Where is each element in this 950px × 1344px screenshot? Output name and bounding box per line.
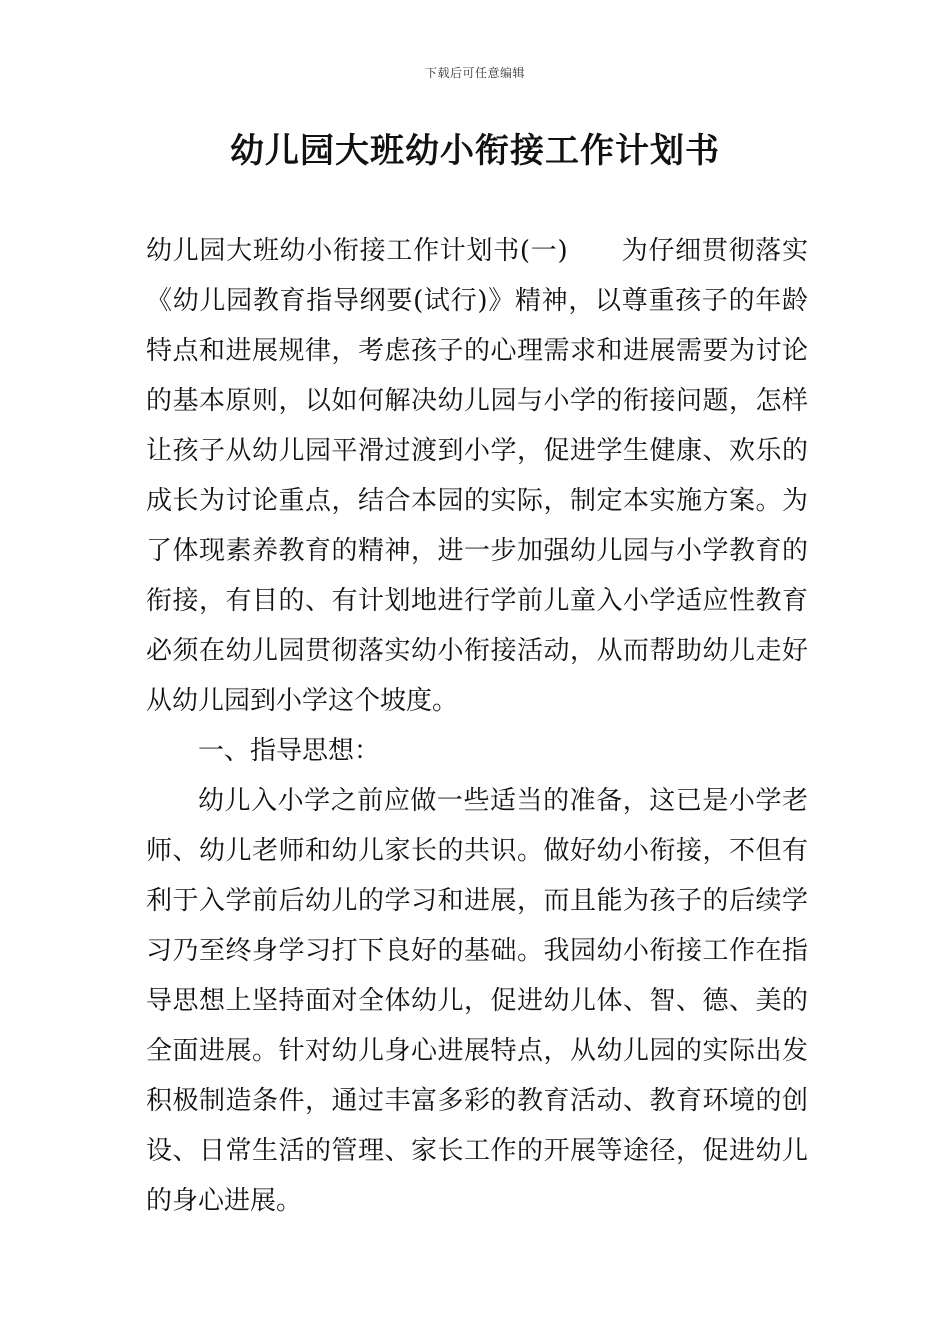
paragraph-guiding-ideology: 幼儿入小学之前应做一些适当的准备，这已是小学老师、幼儿老师和幼儿家长的共识。做好幼小衔接，不但有利于入学前后幼儿的学习和进展，而且能为孩子的后续学习乃至终身学习打下良好的基础。我园幼小衔接工作在指导思想上坚持面对全体幼儿，促进幼儿体、智、德、美的全面进展。针对幼儿身心进展特点，从幼儿园的实际出发积极制造条件，通过丰富多彩的教育活动、教育环境的创设、日常生活的管理、家长工作的开展等途径，促进幼儿的身心进展。 <box>146 786 808 1216</box>
header-note: 下载后可任意编辑 <box>424 66 525 80</box>
document-body <box>146 226 808 1226</box>
section-heading-guiding-ideology: 一、指导思想： <box>198 736 381 766</box>
page-title: 幼儿园大班幼小衔接工作计划书 <box>230 131 720 171</box>
paragraph-intro: 幼儿园大班幼小衔接工作计划书(一) 为仔细贯彻落实《幼儿园教育指导纲要(试行)》精神，以尊重孩子的年龄特点和进展规律，考虑孩子的心理需求和进展需要为讨论的基本原则，以如何解决幼儿园与小学的衔接问题，怎样让孩子从幼儿园平滑过渡到小学，促进学生健康、欢乐的成长为讨论重点，结合本园的实际，制定本实施方案。为了体现素养教育的精神，进一步加强幼儿园与小学教育的衔接，有目的、有计划地进行学前儿童入小学适应性教育必须在幼儿园贯彻落实幼小衔接活动，从而帮助幼儿走好从幼儿园到小学这个坡度。 <box>146 236 808 716</box>
